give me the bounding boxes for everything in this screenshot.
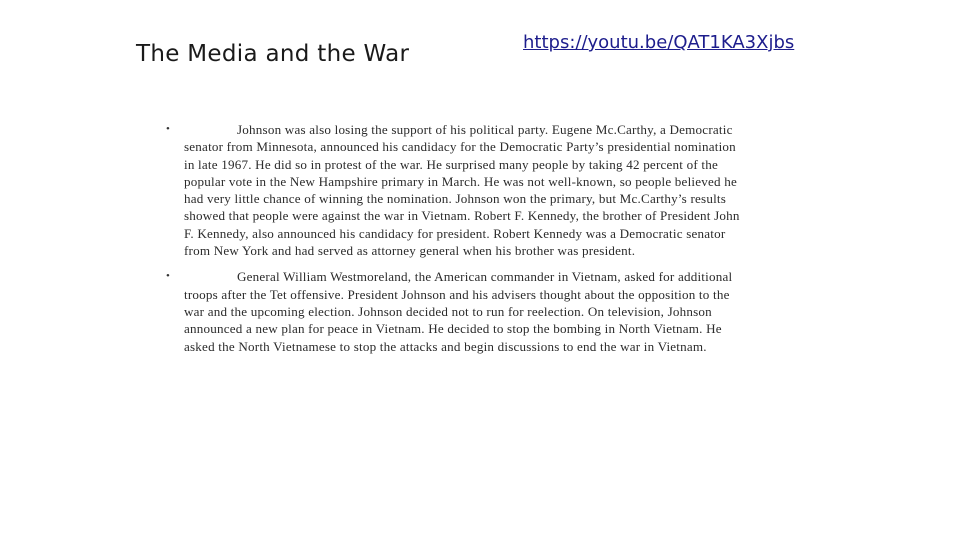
bullet-text: Johnson was also losing the support of his political party. Eugene Mc.Carthy, a Democratic senator from Minnesota, announced his candidacy for the Democratic Party’s presidential nomination in late 1967. He did so in protest of the war. He surprised many people by taking 42 percent of the popular vote in the New Hampshire primary in March. He was not well-known, so people believed he had very little chance of winning the nomination. Johnson won the primary, but Mc.Carthy’s results showed that people were against the war in Vietnam. Robert F. Kennedy, the brother of President John F. Kennedy, also announced his candidacy for president. Robert Kennedy was a Democratic senator from New York and had served as attorney general when his brother was president. bbox=[184, 122, 740, 259]
bullet-item-mccarthy bbox=[160, 121, 745, 259]
bullet-item-westmoreland bbox=[160, 268, 745, 354]
video-link[interactable]: https://youtu.be/QAT1KA3Xjbs bbox=[523, 32, 795, 53]
bullet-list bbox=[160, 121, 745, 355]
bullet-text: General William Westmoreland, the American commander in Vietnam, asked for additional troops after the Tet offensive. President Johnson and his advisers thought about the opposition to the war and the upcoming election. Johnson decided not to run for reelection. On television, Johnson announced a new plan for peace in Vietnam. He decided to stop the bombing in North Vietnam. He asked the North Vietnamese to stop the attacks and begin discussions to end the war in Vietnam. bbox=[184, 269, 733, 354]
bullet-marker: • bbox=[166, 123, 171, 135]
slide-title: The Media and the War bbox=[136, 41, 410, 67]
bullet-marker: • bbox=[166, 270, 171, 283]
